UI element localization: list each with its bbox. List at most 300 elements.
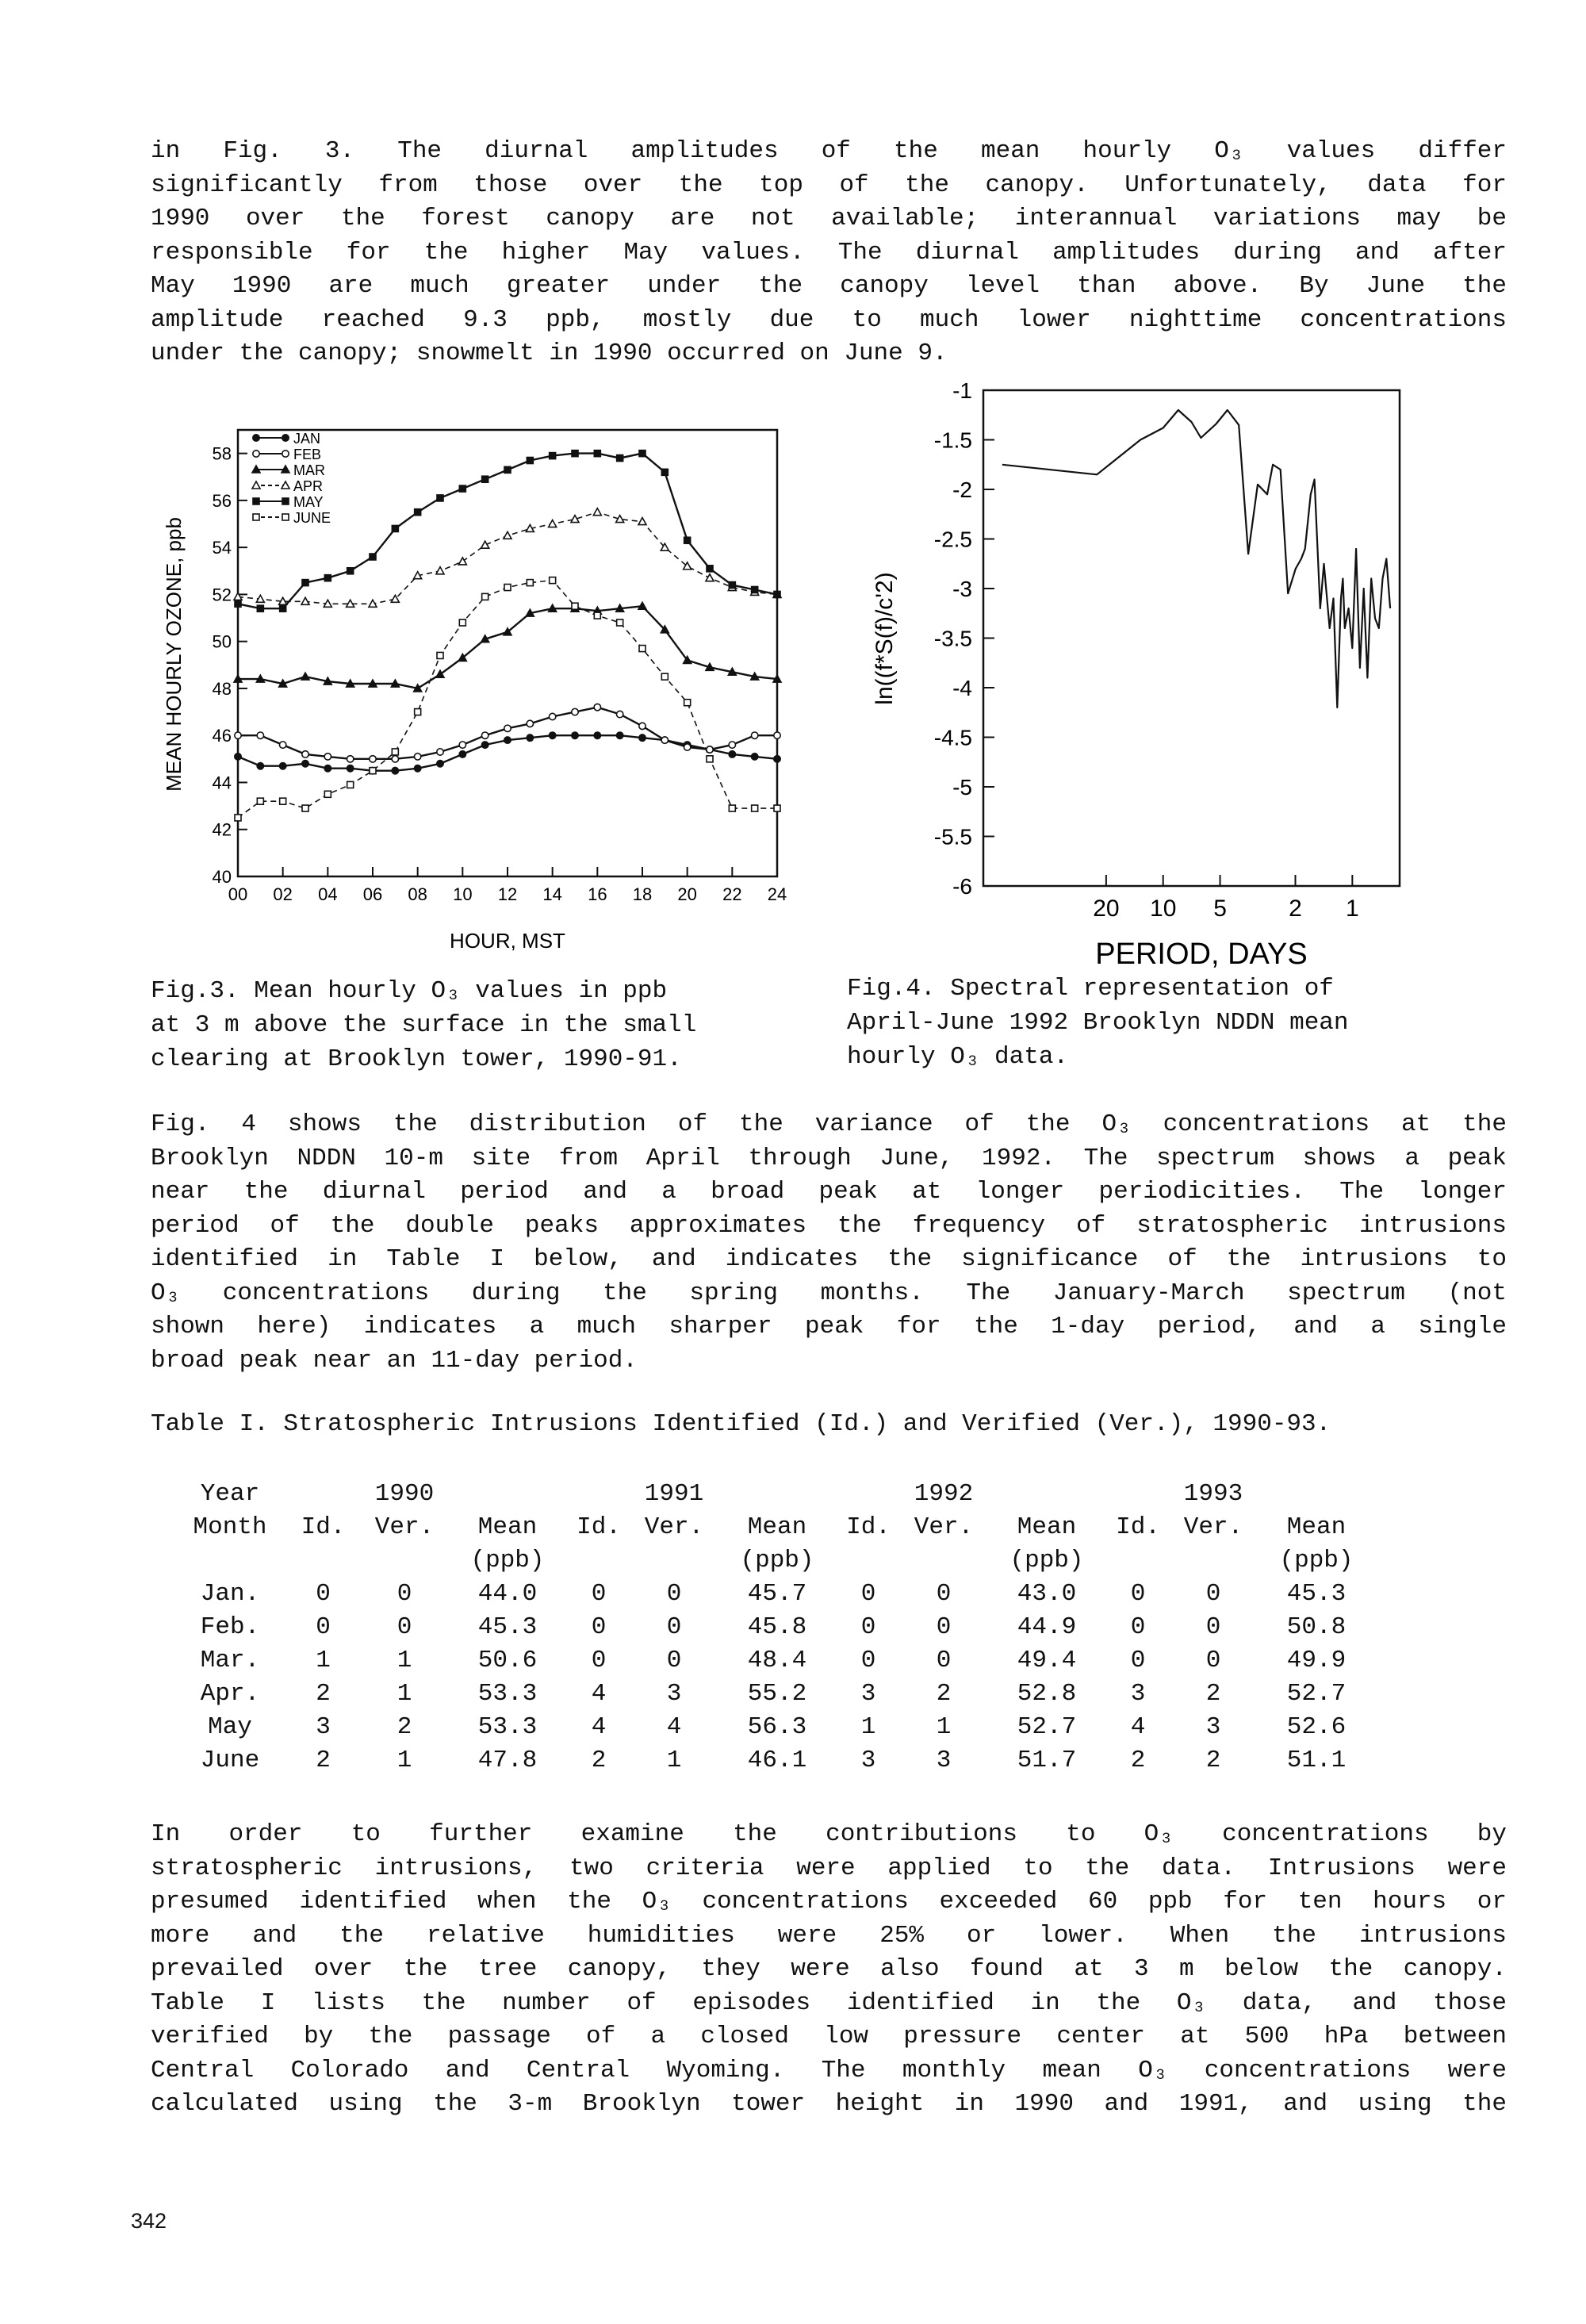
data-point bbox=[235, 815, 241, 821]
data-point bbox=[370, 768, 376, 774]
data-point bbox=[550, 453, 556, 459]
data-point bbox=[482, 476, 488, 482]
data-point bbox=[504, 531, 511, 539]
table-cell: 45.3 bbox=[477, 1613, 538, 1641]
table-cell: 0 bbox=[666, 1646, 682, 1674]
x-tick-label: 22 bbox=[722, 884, 742, 904]
data-point bbox=[347, 765, 353, 771]
year-label: Year bbox=[200, 1479, 260, 1508]
x-tick-label: 12 bbox=[497, 884, 518, 904]
table-header-columns bbox=[174, 1510, 1376, 1544]
data-point bbox=[392, 756, 398, 762]
data-point bbox=[527, 580, 533, 586]
y-tick-label: 58 bbox=[212, 443, 232, 464]
table-cell: 0 bbox=[860, 1613, 876, 1641]
table-cell: 0 bbox=[666, 1579, 682, 1608]
table-cell: 1 bbox=[316, 1646, 331, 1674]
caption-line: hourly O₃ data. bbox=[847, 1043, 1069, 1071]
row-month: Feb. bbox=[200, 1613, 260, 1641]
data-point bbox=[661, 469, 668, 475]
text-line: near the diurnal period and a broad peak at longer periodicities. The longer bbox=[151, 1178, 1507, 1206]
data-point bbox=[639, 723, 646, 729]
text-line: 1990 over the forest canopy are not available; interannual variations may be bbox=[151, 205, 1507, 232]
data-point bbox=[459, 485, 465, 492]
x-tick-label: 10 bbox=[453, 884, 473, 904]
fig3-ozone-chart bbox=[151, 420, 864, 960]
table-cell: 1 bbox=[396, 1646, 412, 1674]
text-line: Table I lists the number of episodes identified in the O₃ data, and those bbox=[151, 1988, 1507, 2017]
x-tick-label: 2 bbox=[1289, 895, 1302, 922]
data-point bbox=[458, 558, 466, 565]
table-cell: 2 bbox=[1205, 1679, 1221, 1708]
table-cell: 2 bbox=[316, 1679, 331, 1708]
table-cell: 4 bbox=[666, 1712, 682, 1741]
text-line: amplitude reached 9.3 ppb, mostly due to much lower nighttime concentrations bbox=[151, 305, 1507, 334]
data-point bbox=[392, 525, 398, 531]
fig4-caption bbox=[847, 972, 1349, 1074]
text-line: prevailed over the tree canopy, they were also found at 3 m below the canopy. bbox=[151, 1955, 1507, 1983]
table-cell: 43.0 bbox=[1017, 1579, 1077, 1608]
year-1993: 1993 bbox=[1183, 1479, 1243, 1508]
table-cell: 0 bbox=[1205, 1613, 1221, 1641]
table-cell: 53.3 bbox=[477, 1679, 538, 1708]
table-cell: 2 bbox=[1130, 1746, 1146, 1774]
data-point bbox=[280, 605, 286, 612]
caption-line: Fig.3. Mean hourly O₃ values in ppb bbox=[151, 977, 668, 1005]
text-line: In order to further examine the contributions to O₃ concentrations by bbox=[151, 1820, 1507, 1848]
y-tick-label: -2 bbox=[952, 477, 972, 502]
table-row bbox=[174, 1710, 1376, 1743]
col-mean: Mean bbox=[477, 1513, 538, 1541]
table-cell: 4 bbox=[591, 1712, 607, 1741]
table-cell: 50.6 bbox=[477, 1646, 538, 1674]
data-point bbox=[639, 451, 646, 457]
text-line: shown here) indicates a much sharper peak for the 1-day period, and a single bbox=[151, 1313, 1507, 1340]
col-id: Id. bbox=[1116, 1513, 1160, 1541]
x-tick-label: 14 bbox=[542, 884, 562, 904]
data-point bbox=[279, 763, 285, 769]
y-tick-label: -1 bbox=[952, 378, 972, 403]
spectrum-line bbox=[1002, 410, 1390, 708]
table-cell: 2 bbox=[1205, 1746, 1221, 1774]
series-mar bbox=[234, 602, 781, 692]
x-tick-label: 04 bbox=[318, 884, 338, 904]
year-1990: 1990 bbox=[374, 1479, 435, 1508]
data-point bbox=[481, 541, 489, 548]
x-tick-label: 06 bbox=[362, 884, 383, 904]
col-ver: Ver. bbox=[644, 1513, 704, 1541]
text-line: period of the double peaks approximates the frequency of stratospheric intrusions bbox=[151, 1211, 1507, 1240]
year-1992: 1992 bbox=[914, 1479, 974, 1508]
data-point bbox=[235, 754, 241, 760]
paragraph-1 bbox=[151, 135, 1507, 371]
text-line: more and the relative humidities were 25% or lower. When the intrusions bbox=[151, 1921, 1507, 1950]
table-cell: 0 bbox=[396, 1579, 412, 1608]
data-point bbox=[572, 451, 578, 457]
y-tick-label: 44 bbox=[212, 773, 232, 793]
fig4-plot-frame bbox=[983, 390, 1400, 886]
table-cell: 0 bbox=[591, 1613, 607, 1641]
data-point bbox=[729, 742, 735, 748]
data-point bbox=[617, 619, 623, 626]
col-unit: (ppb) bbox=[470, 1546, 545, 1574]
data-point bbox=[639, 734, 646, 741]
table-cell: 47.8 bbox=[477, 1746, 538, 1774]
data-point bbox=[257, 732, 263, 738]
data-point bbox=[302, 580, 308, 586]
data-point bbox=[572, 708, 578, 715]
data-point bbox=[392, 749, 398, 755]
table-cell: 0 bbox=[1130, 1646, 1146, 1674]
table-cell: 2 bbox=[591, 1746, 607, 1774]
data-point bbox=[282, 498, 289, 504]
col-unit: (ppb) bbox=[740, 1546, 814, 1574]
data-point bbox=[347, 568, 354, 574]
y-tick-label: -4 bbox=[952, 676, 972, 700]
table-cell: 0 bbox=[591, 1579, 607, 1608]
table-cell: 44.9 bbox=[1017, 1613, 1077, 1641]
data-point bbox=[684, 744, 690, 750]
text-line: Brooklyn NDDN 10-m site from April through June, 1992. The spectrum shows a peak bbox=[151, 1144, 1507, 1172]
y-tick-label: -2.5 bbox=[933, 527, 972, 552]
y-tick-label: -3.5 bbox=[933, 626, 972, 651]
table-cell: 51.7 bbox=[1017, 1746, 1077, 1774]
series-line bbox=[238, 708, 777, 759]
table-cell: 0 bbox=[1205, 1646, 1221, 1674]
data-point bbox=[437, 749, 443, 755]
text-line: identified in Table I below, and indicates the significance of the intrusions to bbox=[151, 1245, 1507, 1273]
data-point bbox=[639, 646, 646, 652]
data-point bbox=[347, 781, 354, 788]
text-line: May 1990 are much greater under the canopy level than above. By June the bbox=[151, 272, 1507, 300]
table-cell: 52.7 bbox=[1286, 1679, 1347, 1708]
y-tick-label: 54 bbox=[212, 538, 232, 558]
table-cell: 44.0 bbox=[477, 1579, 538, 1608]
series-line bbox=[238, 581, 777, 818]
data-point bbox=[481, 742, 488, 748]
x-tick-label: 1 bbox=[1345, 895, 1359, 922]
data-point bbox=[324, 575, 331, 581]
col-id: Id. bbox=[577, 1513, 621, 1541]
data-point bbox=[235, 732, 241, 738]
data-point bbox=[257, 763, 263, 769]
text-line: Central Colorado and Central Wyoming. The monthly mean O₃ concentrations were bbox=[151, 2056, 1507, 2084]
table-cell: 45.7 bbox=[747, 1579, 807, 1608]
data-point bbox=[594, 704, 600, 710]
data-point bbox=[459, 619, 465, 626]
data-point bbox=[253, 498, 259, 504]
data-point bbox=[729, 751, 735, 757]
fig4-x-axis-label: PERIOD, DAYS bbox=[1095, 938, 1308, 971]
table-cell: 1 bbox=[860, 1712, 876, 1741]
x-tick-label: 20 bbox=[677, 884, 697, 904]
table-cell: 0 bbox=[936, 1646, 952, 1674]
data-point bbox=[370, 554, 376, 560]
table-row bbox=[174, 1677, 1376, 1710]
y-tick-label: -5 bbox=[952, 775, 972, 800]
data-point bbox=[301, 597, 309, 604]
data-point bbox=[774, 805, 780, 811]
table-cell: 1 bbox=[396, 1746, 412, 1774]
legend-label: JUNE bbox=[293, 510, 331, 526]
table-cell: 1 bbox=[666, 1746, 682, 1774]
x-tick-label: 10 bbox=[1150, 895, 1177, 922]
text-line: significantly from those over the top of the canopy. Unfortunately, data for bbox=[151, 171, 1507, 199]
data-point bbox=[751, 732, 757, 738]
data-point bbox=[684, 537, 691, 543]
data-point bbox=[282, 451, 289, 457]
data-point bbox=[594, 612, 600, 619]
col-mean: Mean bbox=[1017, 1513, 1077, 1541]
year-1991: 1991 bbox=[644, 1479, 704, 1508]
legend-label: JAN bbox=[293, 431, 321, 447]
data-point bbox=[302, 751, 308, 757]
data-point bbox=[684, 700, 691, 706]
text-line: presumed identified when the O₃ concentrations exceeded 60 ppb for ten hours or bbox=[151, 1888, 1507, 1916]
data-point bbox=[257, 798, 263, 804]
data-point bbox=[392, 767, 398, 773]
data-point bbox=[282, 514, 289, 520]
data-point bbox=[504, 585, 511, 591]
data-point bbox=[257, 605, 263, 612]
data-point bbox=[436, 567, 444, 574]
y-tick-label: -1.5 bbox=[933, 428, 972, 453]
table-cell: 0 bbox=[1130, 1579, 1146, 1608]
data-point bbox=[549, 732, 555, 738]
table-cell: 0 bbox=[666, 1613, 682, 1641]
data-point bbox=[280, 798, 286, 804]
legend-label: MAY bbox=[293, 494, 324, 510]
table-cell: 0 bbox=[860, 1646, 876, 1674]
y-tick-label: -4.5 bbox=[933, 725, 972, 750]
page-number: 342 bbox=[131, 2209, 167, 2233]
table-cell: 3 bbox=[666, 1679, 682, 1708]
legend-label: APR bbox=[293, 478, 324, 494]
table-cell: 48.4 bbox=[747, 1646, 807, 1674]
data-point bbox=[253, 514, 259, 520]
data-point bbox=[302, 805, 308, 811]
table-cell: 0 bbox=[1130, 1613, 1146, 1641]
table-cell: 3 bbox=[860, 1746, 876, 1774]
data-point bbox=[550, 577, 556, 584]
data-point bbox=[774, 732, 780, 738]
fig3-x-axis-label: HOUR, MST bbox=[450, 929, 565, 953]
table-cell: 56.3 bbox=[747, 1712, 807, 1741]
table-cell: 3 bbox=[316, 1712, 331, 1741]
data-point bbox=[707, 756, 713, 762]
data-point bbox=[774, 591, 780, 597]
text-line: responsible for the higher May values. The diurnal amplitudes during and after bbox=[151, 238, 1507, 267]
table-cell: 46.1 bbox=[747, 1746, 807, 1774]
col-id: Id. bbox=[846, 1513, 891, 1541]
data-point bbox=[707, 566, 713, 572]
col-unit: (ppb) bbox=[1009, 1546, 1084, 1574]
text-line: calculated using the 3-m Brooklyn tower height in 1990 and 1991, and using the bbox=[151, 2090, 1507, 2118]
caption-line: Fig.4. Spectral representation of bbox=[847, 975, 1334, 1003]
y-tick-label: 52 bbox=[212, 585, 232, 605]
table-row bbox=[174, 1643, 1376, 1677]
data-point bbox=[324, 791, 331, 797]
data-point bbox=[661, 673, 668, 680]
text-line: broad peak near an 11-day period. bbox=[151, 1346, 638, 1375]
caption-line: April-June 1992 Brooklyn NDDN mean bbox=[847, 1009, 1349, 1037]
data-point bbox=[572, 603, 578, 609]
data-point bbox=[504, 466, 511, 473]
data-point bbox=[527, 458, 533, 464]
data-point bbox=[504, 725, 511, 731]
data-point bbox=[324, 765, 331, 771]
table-cell: 45.8 bbox=[747, 1613, 807, 1641]
table-cell: 3 bbox=[936, 1746, 952, 1774]
intrusions-table bbox=[174, 1477, 1376, 1777]
data-point bbox=[661, 737, 668, 743]
table-cell: 3 bbox=[860, 1679, 876, 1708]
legend-entry bbox=[253, 431, 320, 447]
row-month: May bbox=[208, 1712, 252, 1741]
legend-entry bbox=[253, 447, 321, 462]
paragraph-3 bbox=[151, 1818, 1507, 2122]
table-cell: 2 bbox=[396, 1712, 412, 1741]
legend-entry bbox=[252, 462, 325, 478]
y-tick-label: 50 bbox=[212, 631, 232, 652]
data-point bbox=[253, 435, 259, 441]
table-cell: 0 bbox=[316, 1579, 331, 1608]
col-ver: Ver. bbox=[374, 1513, 435, 1541]
legend-label: MAR bbox=[293, 462, 325, 478]
data-point bbox=[370, 756, 376, 762]
text-line: under the canopy; snowmelt in 1990 occurred on June 9. bbox=[151, 339, 948, 367]
data-point bbox=[751, 754, 757, 760]
data-point bbox=[593, 508, 601, 516]
table-cell: 50.8 bbox=[1286, 1613, 1347, 1641]
col-unit: (ppb) bbox=[1279, 1546, 1354, 1574]
y-tick-label: 56 bbox=[212, 490, 232, 511]
table-cell: 3 bbox=[1205, 1712, 1221, 1741]
legend-entry bbox=[253, 494, 324, 510]
table-cell: 0 bbox=[591, 1646, 607, 1674]
data-point bbox=[549, 713, 555, 719]
table-row bbox=[174, 1610, 1376, 1643]
fig4-spectrum-chart bbox=[860, 373, 1416, 976]
y-tick-label: 40 bbox=[212, 867, 232, 887]
data-point bbox=[729, 805, 735, 811]
col-ver: Ver. bbox=[914, 1513, 974, 1541]
series-feb bbox=[235, 704, 780, 762]
x-tick-label: 16 bbox=[588, 884, 607, 904]
data-point bbox=[617, 455, 623, 462]
data-point bbox=[459, 751, 465, 757]
table-cell: 0 bbox=[860, 1579, 876, 1608]
y-tick-label: 46 bbox=[212, 726, 232, 746]
data-point bbox=[414, 754, 420, 760]
table-cell: 51.1 bbox=[1286, 1746, 1347, 1774]
table-cell: 2 bbox=[316, 1746, 331, 1774]
fig4-y-axis-label: ln((f*S(f)/c'2) bbox=[872, 572, 898, 705]
table-cell: 0 bbox=[1205, 1579, 1221, 1608]
text-line: Fig. 4 shows the distribution of the variance of the O₃ concentrations at the bbox=[151, 1110, 1507, 1138]
data-point bbox=[415, 509, 421, 516]
month-label: Month bbox=[193, 1513, 267, 1541]
table-cell: 1 bbox=[396, 1679, 412, 1708]
data-point bbox=[235, 600, 241, 607]
table-cell: 52.6 bbox=[1286, 1712, 1347, 1741]
col-mean: Mean bbox=[1286, 1513, 1347, 1541]
table-header-years bbox=[174, 1477, 1376, 1510]
fig3-y-axis-label: MEAN HOURLY OZONE, ppb bbox=[162, 517, 186, 792]
table-cell: 52.7 bbox=[1017, 1712, 1077, 1741]
data-point bbox=[638, 518, 646, 525]
table-cell: 4 bbox=[591, 1679, 607, 1708]
x-tick-label: 5 bbox=[1213, 895, 1227, 922]
y-tick-label: -3 bbox=[952, 577, 972, 601]
text-line: O₃ concentrations during the spring months. The January-March spectrum (not bbox=[151, 1279, 1507, 1307]
paragraph-2 bbox=[151, 1108, 1507, 1378]
table-cell: 1 bbox=[936, 1712, 952, 1741]
table-cell: 55.2 bbox=[747, 1679, 807, 1708]
table-header-units bbox=[174, 1544, 1376, 1577]
table-title: Table I. Stratospheric Intrusions Identified (Id.) and Verified (Ver.), 1990-93. bbox=[151, 1410, 1331, 1438]
table-cell: 53.3 bbox=[477, 1712, 538, 1741]
data-point bbox=[549, 520, 557, 527]
data-point bbox=[437, 761, 443, 767]
data-point bbox=[774, 756, 780, 762]
row-month: Jan. bbox=[200, 1579, 260, 1608]
data-point bbox=[572, 732, 578, 738]
data-point bbox=[752, 586, 758, 593]
caption-line: clearing at Brooklyn tower, 1990-91. bbox=[151, 1045, 682, 1073]
series-line bbox=[238, 606, 777, 688]
y-tick-label: 42 bbox=[212, 819, 232, 840]
table-cell: 49.9 bbox=[1286, 1646, 1347, 1674]
data-point bbox=[282, 435, 289, 441]
table-cell: 0 bbox=[316, 1613, 331, 1641]
fig3-caption bbox=[151, 974, 696, 1076]
data-point bbox=[481, 732, 488, 738]
row-month: Mar. bbox=[200, 1646, 260, 1674]
table-cell: 0 bbox=[936, 1579, 952, 1608]
data-point bbox=[279, 742, 285, 748]
data-point bbox=[437, 652, 443, 658]
data-point bbox=[482, 593, 488, 600]
x-tick-label: 18 bbox=[632, 884, 653, 904]
legend-label: FEB bbox=[293, 447, 322, 462]
table-row bbox=[174, 1577, 1376, 1610]
col-ver: Ver. bbox=[1183, 1513, 1243, 1541]
data-point bbox=[253, 451, 259, 457]
y-tick-label: -5.5 bbox=[933, 824, 972, 849]
x-tick-label: 20 bbox=[1093, 895, 1120, 922]
x-tick-label: 08 bbox=[408, 884, 427, 904]
data-point bbox=[252, 481, 260, 489]
row-month: Apr. bbox=[200, 1679, 260, 1708]
data-point bbox=[459, 742, 465, 748]
x-tick-label: 00 bbox=[228, 884, 248, 904]
data-point bbox=[504, 737, 511, 743]
legend-entry bbox=[253, 510, 331, 526]
data-point bbox=[616, 711, 623, 717]
data-point bbox=[706, 574, 714, 581]
table-cell: 49.4 bbox=[1017, 1646, 1077, 1674]
table-cell: 4 bbox=[1130, 1712, 1146, 1741]
data-point bbox=[527, 720, 533, 727]
row-month: June bbox=[200, 1746, 260, 1774]
table-cell: 0 bbox=[396, 1613, 412, 1641]
caption-line: at 3 m above the surface in the small bbox=[151, 1011, 697, 1039]
data-point bbox=[729, 582, 735, 589]
data-point bbox=[414, 765, 420, 771]
data-point bbox=[302, 761, 308, 767]
data-point bbox=[616, 732, 623, 738]
